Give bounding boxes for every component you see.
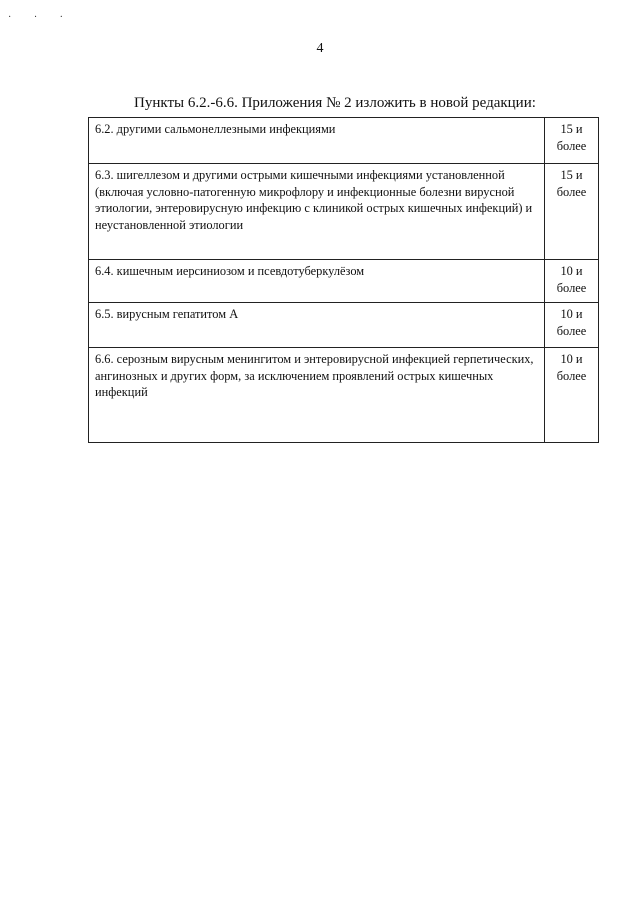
- quantity-value: 15 и: [560, 122, 583, 136]
- row-quantity: [545, 118, 599, 164]
- row-description: 6.2. другими сальмонеллезными инфекциями: [89, 118, 545, 164]
- quantity-suffix: более: [556, 184, 587, 199]
- page-heading: Пункты 6.2.-6.6. Приложения № 2 изложить в новой редакции:: [134, 95, 536, 111]
- quantity-value: 10 и: [560, 264, 583, 278]
- row-quantity: [545, 164, 599, 260]
- row-quantity: [545, 303, 599, 348]
- quantity-suffix: более: [556, 323, 587, 338]
- quantity-value: 10 и: [560, 307, 583, 321]
- page-number: 4: [316, 41, 324, 56]
- quantity-suffix: более: [556, 368, 587, 383]
- quantity-value: 10 и: [560, 352, 583, 366]
- table-row: [89, 118, 599, 164]
- table-row: [89, 164, 599, 260]
- row-description: 6.4. кишечным иерсиниозом и псевдотуберкулёзом: [89, 260, 545, 303]
- row-quantity: [545, 260, 599, 303]
- infections-table: [88, 117, 599, 443]
- scan-marks: · · ·: [8, 12, 73, 23]
- quantity-suffix: более: [556, 138, 587, 153]
- row-description: 6.3. шигеллезом и другими острыми кишечными инфекциями установленной (включая условно-патогенную микрофлору и инфекционные болезни вирусной этиологии, энтеровирусную инфекцию с клиникой острых кишечных инфекций) и неустановленной этиологии: [89, 164, 545, 260]
- table-row: [89, 348, 599, 443]
- row-description: 6.5. вирусным гепатитом А: [89, 303, 545, 348]
- table-row: [89, 260, 599, 303]
- row-quantity: [545, 348, 599, 443]
- table-row: [89, 303, 599, 348]
- quantity-suffix: более: [556, 280, 587, 295]
- row-description: 6.6. серозным вирусным менингитом и энтеровирусной инфекцией герпетических, ангинозных и других форм, за исключением проявлений острых кишечных инфекций: [89, 348, 545, 443]
- quantity-value: 15 и: [560, 168, 583, 182]
